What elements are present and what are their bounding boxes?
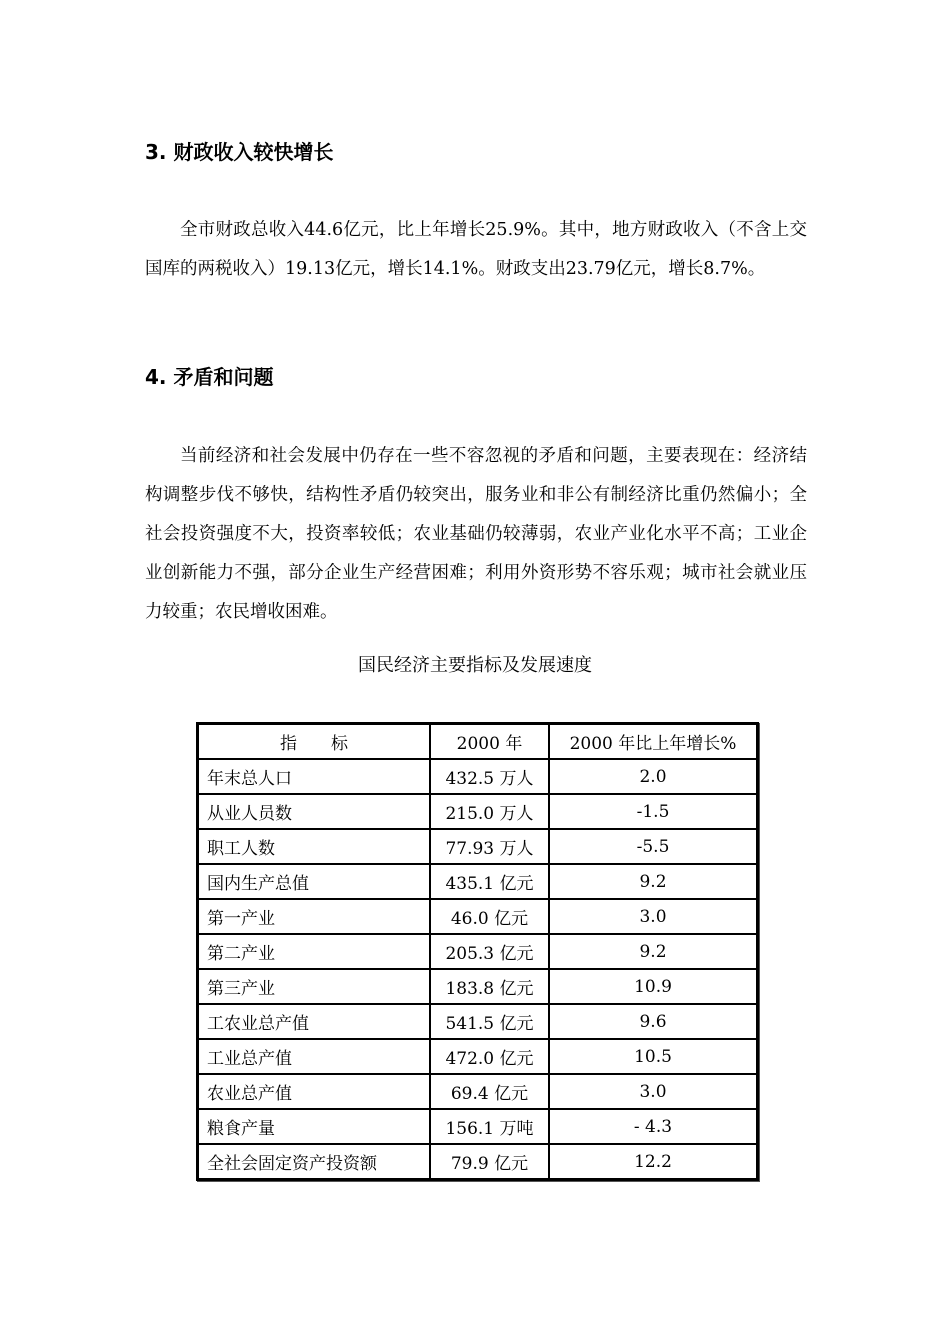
table-header-row — [198, 724, 757, 759]
cell-value: 69.4 亿元 — [430, 1074, 549, 1109]
table-row — [198, 1109, 757, 1144]
cell-indicator: 第三产业 — [198, 969, 430, 1004]
cell-indicator: 第一产业 — [198, 899, 430, 934]
cell-growth: 2.0 — [549, 759, 757, 794]
cell-indicator: 年末总人口 — [198, 759, 430, 794]
section-heading-problems: 4. 矛盾和问题 — [145, 365, 274, 389]
table-row — [198, 1004, 757, 1039]
cell-indicator: 工农业总产值 — [198, 1004, 430, 1039]
cell-indicator: 粮食产量 — [198, 1109, 430, 1144]
cell-growth: -5.5 — [549, 829, 757, 864]
table-row — [198, 829, 757, 864]
cell-growth: -1.5 — [549, 794, 757, 829]
table-row — [198, 864, 757, 899]
table-row — [198, 1074, 757, 1109]
cell-growth: 3.0 — [549, 899, 757, 934]
cell-growth: 10.5 — [549, 1039, 757, 1074]
cell-value: 183.8 亿元 — [430, 969, 549, 1004]
header-growth: 2000 年比上年增长% — [549, 724, 757, 759]
cell-indicator: 从业人员数 — [198, 794, 430, 829]
paragraph-problems: 当前经济和社会发展中仍存在一些不容忽视的矛盾和问题，主要表现在：经济结构调整步伐不够快，结构性矛盾仍较突出，服务业和非公有制经济比重仍然偏小；全社会投资强度不大，投资率较低；农业基础仍较薄弱，农业产业化水平不高；工业企业创新能力不强，部分企业生产经营困难；利用外资形势不容乐观；城市社会就业压力较重；农民增收困难。 — [145, 446, 807, 622]
cell-indicator: 农业总产值 — [198, 1074, 430, 1109]
cell-indicator: 工业总产值 — [198, 1039, 430, 1074]
cell-indicator: 国内生产总值 — [198, 864, 430, 899]
cell-indicator: 职工人数 — [198, 829, 430, 864]
cell-value: 215.0 万人 — [430, 794, 549, 829]
table-row — [198, 1144, 757, 1179]
cell-value: 156.1 万吨 — [430, 1109, 549, 1144]
table-row — [198, 899, 757, 934]
cell-growth: 12.2 — [549, 1144, 757, 1179]
cell-value: 432.5 万人 — [430, 759, 549, 794]
section-heading-fiscal-revenue: 3. 财政收入较快增长 — [145, 140, 334, 164]
cell-growth: 9.2 — [549, 934, 757, 969]
table-title: 国民经济主要指标及发展速度 — [358, 655, 592, 676]
cell-growth: 9.6 — [549, 1004, 757, 1039]
table-row — [198, 794, 757, 829]
cell-indicator: 第二产业 — [198, 934, 430, 969]
table-row — [198, 759, 757, 794]
header-year-2000: 2000 年 — [430, 724, 549, 759]
indicator-table — [196, 722, 759, 1181]
cell-growth: - 4.3 — [549, 1109, 757, 1144]
table-row — [198, 969, 757, 1004]
cell-value: 472.0 亿元 — [430, 1039, 549, 1074]
cell-value: 435.1 亿元 — [430, 864, 549, 899]
header-indicator: 指 标 — [198, 724, 430, 759]
cell-indicator: 全社会固定资产投资额 — [198, 1144, 430, 1179]
cell-value: 541.5 亿元 — [430, 1004, 549, 1039]
cell-growth: 10.9 — [549, 969, 757, 1004]
cell-growth: 9.2 — [549, 864, 757, 899]
cell-value: 46.0 亿元 — [430, 899, 549, 934]
table-row — [198, 934, 757, 969]
table-row — [198, 1039, 757, 1074]
cell-value: 205.3 亿元 — [430, 934, 549, 969]
cell-value: 77.93 万人 — [430, 829, 549, 864]
paragraph-fiscal-revenue: 全市财政总收入44.6亿元，比上年增长25.9%。其中，地方财政收入（不含上交国库的两税收入）19.13亿元，增长14.1%。财政支出23.79亿元，增长8.7%。 — [145, 220, 807, 279]
cell-value: 79.9 亿元 — [430, 1144, 549, 1179]
cell-growth: 3.0 — [549, 1074, 757, 1109]
